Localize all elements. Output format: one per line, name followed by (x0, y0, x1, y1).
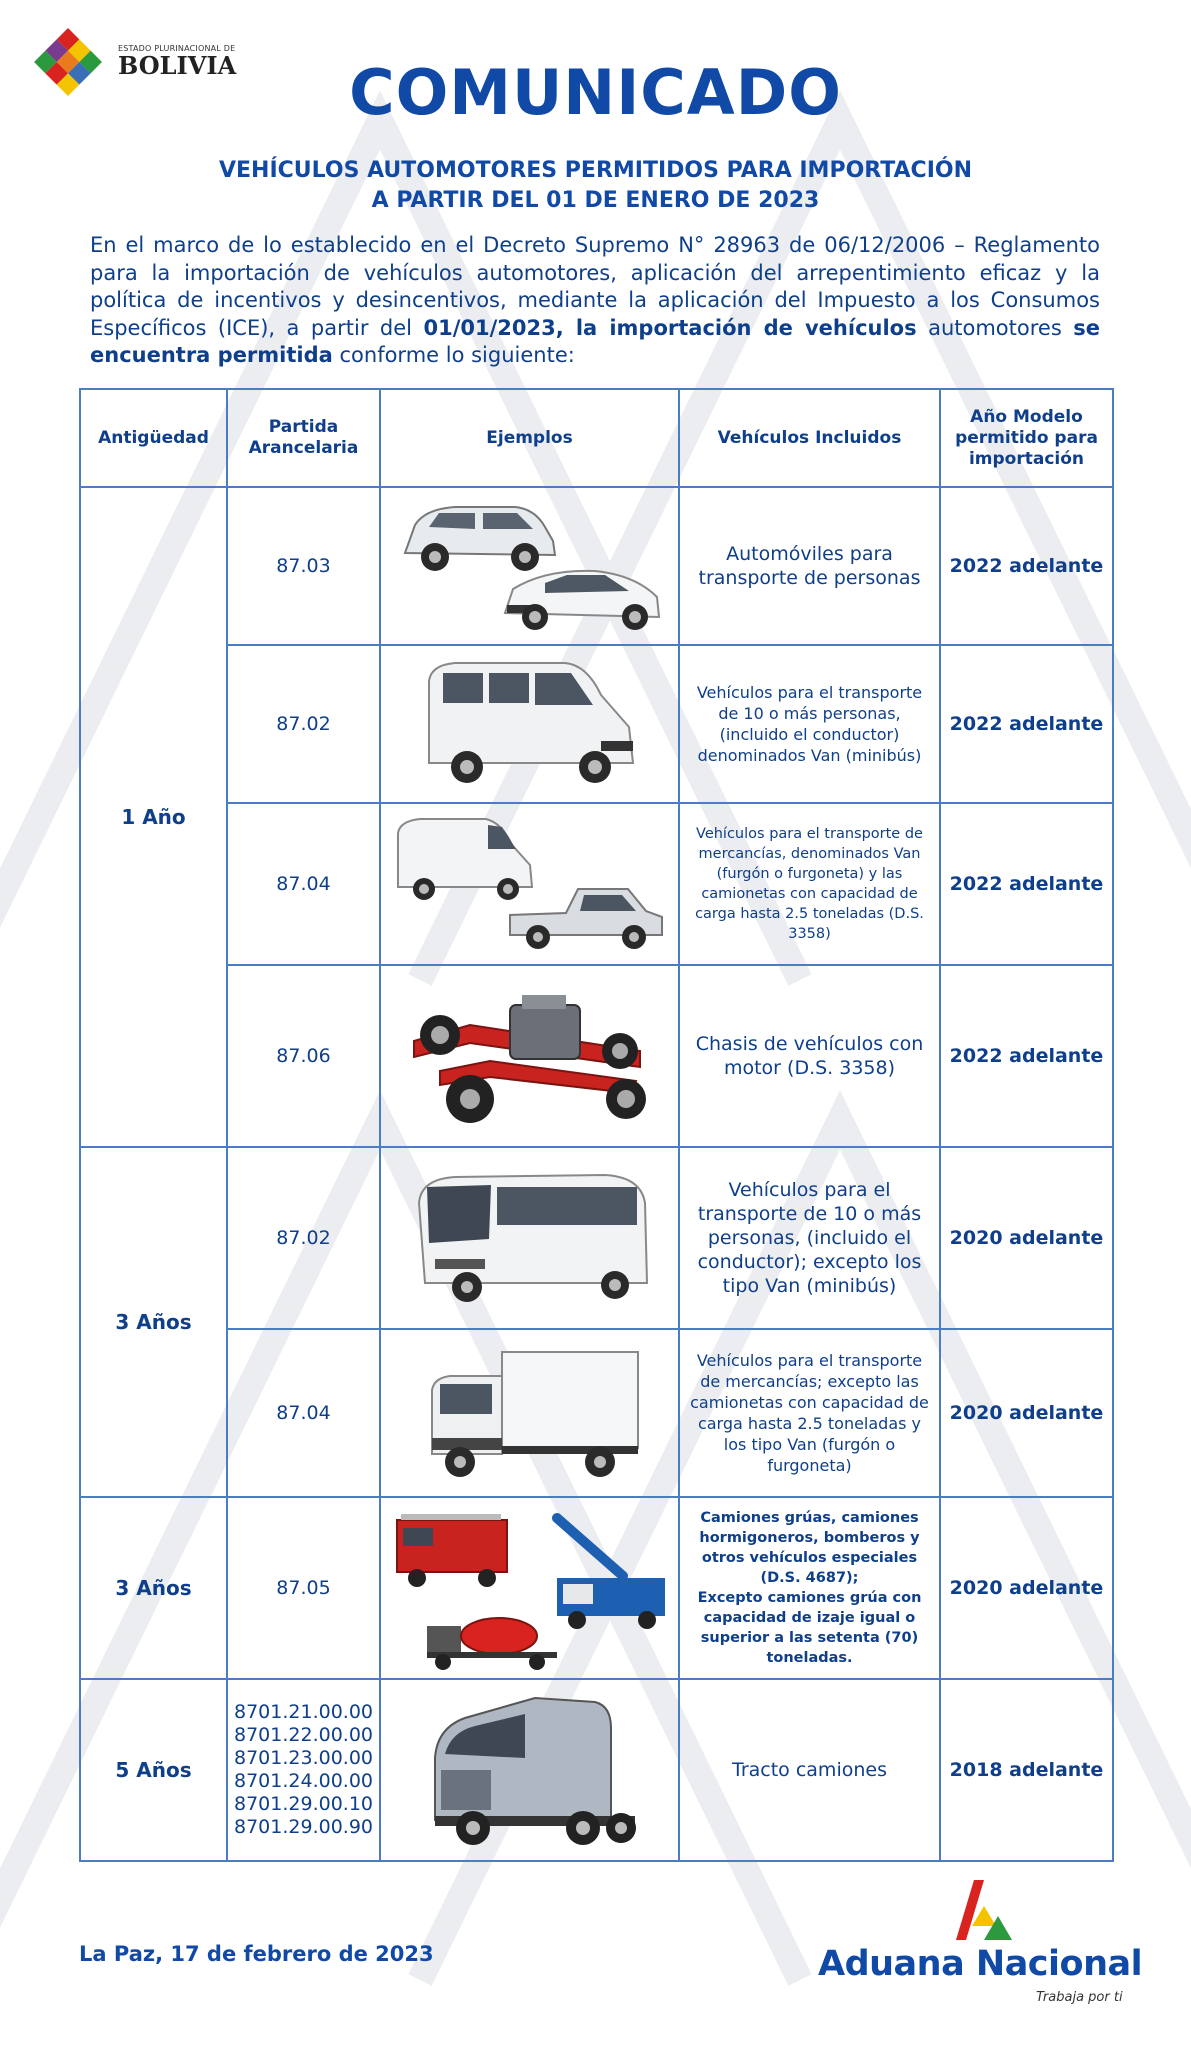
tractor-truck-image (415, 1688, 645, 1852)
cargo-van-and-pickup-image (390, 809, 670, 959)
vehicle-description: Vehículos para el transporte de 10 o más personas, (incluido el conductor); excepto los tipo Van (minibús) (679, 1147, 940, 1329)
table-row (80, 645, 1113, 803)
vehicle-description: Vehículos para el transporte de 10 o más personas, (incluido el conductor) denominados Van (minibús) (679, 645, 940, 803)
example-image-cargo-van-pickup (380, 803, 679, 965)
allowed-year: 2020 adelante (940, 1329, 1113, 1497)
aduana-logo (818, 1876, 1143, 2006)
header-age: Antigüedad (80, 389, 227, 487)
vehicle-description: Vehículos para el transporte de mercancías; excepto las camionetas con capacidad de carga hasta 2.5 toneladas y los tipo Van (furgón o furgoneta) (679, 1329, 940, 1497)
table-row (80, 803, 1113, 965)
tariff-code: 8701.22.00.00 (234, 1724, 374, 1746)
header-code: Partida Arancelaria (227, 389, 380, 487)
age-group-4: 5 Años (80, 1679, 227, 1861)
header-year: Año Modelo permitido para importación (940, 389, 1113, 487)
allowed-year: 2020 adelante (940, 1497, 1113, 1679)
tariff-code: 8701.29.00.10 (234, 1793, 374, 1815)
header-vehicles: Vehículos Incluidos (679, 389, 940, 487)
tariff-code: 8701.21.00.00 (234, 1701, 374, 1723)
intro-text-2: automotores (916, 315, 1074, 340)
table-row (80, 965, 1113, 1147)
intro-paragraph (90, 232, 1100, 370)
intro-text-3: conforme lo siguiente: (332, 343, 575, 367)
suv-and-sedan-image (395, 493, 665, 639)
table-header-row (80, 389, 1113, 487)
tariff-code-list (227, 1679, 380, 1861)
example-image-special-trucks (380, 1497, 679, 1679)
chassis-with-engine-image (400, 981, 660, 1131)
allowed-year: 2020 adelante (940, 1147, 1113, 1329)
table-row (80, 1329, 1113, 1497)
vehicle-description: Tracto camiones (679, 1679, 940, 1861)
vehicle-description-2: Excepto camiones grúa con capacidad de izaje igual o superior a las setenta (70) toneladas. (697, 1590, 922, 1666)
tariff-code: 8701.29.00.90 (234, 1816, 374, 1838)
aduana-slogan: Trabaja por ti (1036, 1990, 1123, 2005)
vehicle-description: Automóviles para transporte de personas (679, 487, 940, 645)
vehicle-description (679, 1497, 940, 1679)
vehicle-description: Vehículos para el transporte de mercancías, denominados Van (furgón o furgoneta) y las camionetas con capacidad de carga hasta 2.5 toneladas (D.S. 3358) (679, 803, 940, 965)
intro-bold-1: 01/01/2023, la importación de vehículos (423, 315, 917, 340)
tariff-code: 87.06 (227, 965, 380, 1147)
age-group-3: 3 Años (80, 1497, 227, 1679)
age-group-1: 1 Año (80, 487, 227, 1147)
bus-image (405, 1163, 655, 1313)
allowed-year: 2018 adelante (940, 1679, 1113, 1861)
page-subtitle (0, 156, 1191, 216)
special-trucks-image (387, 1506, 677, 1670)
allowed-year: 2022 adelante (940, 965, 1113, 1147)
table-row (80, 1679, 1113, 1861)
tariff-code: 87.05 (227, 1497, 380, 1679)
vehicle-table (79, 388, 1114, 1862)
tariff-code: 87.03 (227, 487, 380, 645)
table-row (80, 487, 1113, 645)
minibus-van-image (415, 651, 645, 797)
header-examples: Ejemplos (380, 389, 679, 487)
table-row (80, 1147, 1113, 1329)
issue-date: La Paz, 17 de febrero de 2023 (79, 1942, 434, 1966)
example-image-suv-sedan (380, 487, 679, 645)
vehicle-description-1: Camiones grúas, camiones hormigoneros, bomberos y otros vehículos especiales (D.S. 4687); (699, 1510, 920, 1586)
subtitle-line-1: VEHÍCULOS AUTOMOTORES PERMITIDOS PARA IMPORTACIÓN (218, 158, 973, 183)
intro-bold-2: se encuentra permitida (90, 315, 1100, 367)
age-group-2: 3 Años (80, 1147, 227, 1497)
example-image-tractor (380, 1679, 679, 1861)
allowed-year: 2022 adelante (940, 803, 1113, 965)
page-title: COMUNICADO (349, 56, 842, 129)
tariff-code: 8701.23.00.00 (234, 1747, 374, 1769)
vehicle-description: Chasis de vehículos con motor (D.S. 3358) (679, 965, 940, 1147)
logo-caption: ESTADO PLURINACIONAL DE (118, 44, 236, 53)
box-truck-image (410, 1338, 650, 1488)
tariff-code: 87.02 (227, 1147, 380, 1329)
aduana-emblem-icon (926, 1876, 1016, 1948)
aduana-wordmark: Aduana Nacional (818, 1944, 1143, 1984)
table-row (80, 1497, 1113, 1679)
example-image-box-truck (380, 1329, 679, 1497)
subtitle-line-2: A PARTIR DEL 01 DE ENERO DE 2023 (371, 188, 820, 213)
logo-wordmark: BOLIVIA (118, 51, 237, 80)
tariff-code: 87.02 (227, 645, 380, 803)
allowed-year: 2022 adelante (940, 487, 1113, 645)
example-image-bus (380, 1147, 679, 1329)
tariff-code: 87.04 (227, 803, 380, 965)
allowed-year: 2022 adelante (940, 645, 1113, 803)
intro-text-1: En el marco de lo establecido en el Decreto Supremo N° 28963 de 06/12/2006 – Reglamento para la importación de vehículos automotores, aplicación del arrepentimiento eficaz y la política de incentivos y desincentivos, mediante la aplicación del Impuesto a los Consumos Específicos (ICE), a partir del (90, 233, 1100, 340)
example-image-van (380, 645, 679, 803)
tariff-code: 8701.24.00.00 (234, 1770, 374, 1792)
example-image-chassis (380, 965, 679, 1147)
tariff-code: 87.04 (227, 1329, 380, 1497)
